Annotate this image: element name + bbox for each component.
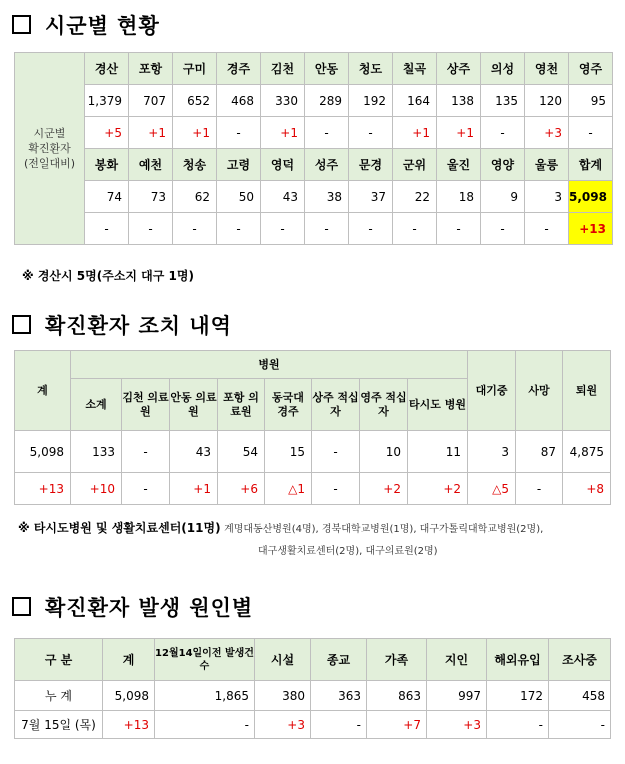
- cause-value: +3: [427, 711, 487, 739]
- city-change: -: [305, 117, 349, 149]
- city-change: +1: [173, 117, 217, 149]
- measure-change: -: [312, 473, 360, 505]
- city-total: 18: [437, 181, 481, 213]
- city-header: 성주: [305, 149, 349, 181]
- cause-value: -: [311, 711, 367, 739]
- city-total: 38: [305, 181, 349, 213]
- city-total: 5,098: [569, 181, 613, 213]
- cause-value: -: [155, 711, 255, 739]
- cause-header: 계: [103, 639, 155, 681]
- city-total: 3: [525, 181, 569, 213]
- header-waiting: 대기중: [468, 351, 516, 431]
- city-header: 문경: [349, 149, 393, 181]
- cause-header: 12월14일이전 발생건수: [155, 639, 255, 681]
- cause-header: 시설: [255, 639, 311, 681]
- measures-table: [14, 350, 611, 505]
- city-change: -: [217, 213, 261, 245]
- measure-change: △1: [265, 473, 312, 505]
- city-header: 군위: [393, 149, 437, 181]
- city-change: +1: [261, 117, 305, 149]
- city-change: -: [569, 117, 613, 149]
- cause-row-label: 7월 15일 (목): [15, 711, 103, 739]
- hospital-col-header: 상주 적십자: [312, 379, 360, 431]
- city-change: +1: [393, 117, 437, 149]
- hospital-col-header: 동국대 경주: [265, 379, 312, 431]
- city-change: +5: [85, 117, 129, 149]
- measure-total: 54: [218, 431, 265, 473]
- city-change: -: [437, 213, 481, 245]
- city-total: 468: [217, 85, 261, 117]
- city-header: 경주: [217, 53, 261, 85]
- city-change: -: [85, 213, 129, 245]
- city-change: -: [349, 117, 393, 149]
- city-header: 예천: [129, 149, 173, 181]
- measure-total: -: [312, 431, 360, 473]
- city-total: 74: [85, 181, 129, 213]
- measure-total: 10: [360, 431, 408, 473]
- city-total: 192: [349, 85, 393, 117]
- cause-value: +13: [103, 711, 155, 739]
- cause-value: -: [487, 711, 549, 739]
- city-total: 50: [217, 181, 261, 213]
- city-header: 울릉: [525, 149, 569, 181]
- hospital-col-header: 안동 의료원: [170, 379, 218, 431]
- city-header: 영주: [569, 53, 613, 85]
- hospital-col-header: 타시도 병원: [408, 379, 468, 431]
- checkbox-square-icon: [12, 597, 31, 616]
- header-death: 사망: [516, 351, 563, 431]
- city-total: 73: [129, 181, 173, 213]
- city-total: 707: [129, 85, 173, 117]
- checkbox-square-icon: [12, 315, 31, 334]
- city-header: 상주: [437, 53, 481, 85]
- city-total: 330: [261, 85, 305, 117]
- measure-change: +8: [563, 473, 611, 505]
- cause-header: 조사중: [549, 639, 611, 681]
- measure-total: 87: [516, 431, 563, 473]
- header-total: 계: [15, 351, 71, 431]
- measure-change: -: [122, 473, 170, 505]
- city-total: 652: [173, 85, 217, 117]
- city-header: 울진: [437, 149, 481, 181]
- measure-total: -: [122, 431, 170, 473]
- city-change: -: [173, 213, 217, 245]
- section-title-measures: 확진환자 조치 내역: [12, 310, 232, 340]
- city-header: 합계: [569, 149, 613, 181]
- side-label-line: 시군별: [33, 127, 66, 140]
- measure-total: 3: [468, 431, 516, 473]
- city-change: -: [261, 213, 305, 245]
- cause-value: +3: [255, 711, 311, 739]
- city-change: +1: [129, 117, 173, 149]
- hospital-col-header: 김천 의료원: [122, 379, 170, 431]
- cause-header: 지인: [427, 639, 487, 681]
- measure-total: 11: [408, 431, 468, 473]
- city-change: -: [129, 213, 173, 245]
- cause-value: 997: [427, 681, 487, 711]
- measure-total: 15: [265, 431, 312, 473]
- section-title-by-city: 시군별 현황: [12, 10, 160, 40]
- city-total: 37: [349, 181, 393, 213]
- cause-value: 458: [549, 681, 611, 711]
- measure-total: 43: [170, 431, 218, 473]
- city-header: 칠곡: [393, 53, 437, 85]
- side-label-line: (전일대비): [23, 157, 76, 170]
- city-change: -: [349, 213, 393, 245]
- checkbox-square-icon: [12, 15, 31, 34]
- city-change: -: [217, 117, 261, 149]
- city-change: -: [481, 213, 525, 245]
- city-total: 120: [525, 85, 569, 117]
- city-total: 164: [393, 85, 437, 117]
- other-hospital-note-line2: 대구생활치료센터(2명), 대구의료원(2명): [258, 546, 438, 557]
- hospital-col-header: 영주 적십자: [360, 379, 408, 431]
- city-header: 영양: [481, 149, 525, 181]
- city-total: 9: [481, 181, 525, 213]
- city-header: 의성: [481, 53, 525, 85]
- city-header: 경산: [85, 53, 129, 85]
- measure-change: +1: [170, 473, 218, 505]
- city-header: 봉화: [85, 149, 129, 181]
- hospital-col-header: 소계: [71, 379, 122, 431]
- city-total: 135: [481, 85, 525, 117]
- header-hospital: 병원: [71, 351, 468, 379]
- city-total: 22: [393, 181, 437, 213]
- city-change: -: [525, 213, 569, 245]
- measure-change: -: [516, 473, 563, 505]
- measure-total: 5,098: [15, 431, 71, 473]
- cause-value: 5,098: [103, 681, 155, 711]
- cause-header: 가족: [367, 639, 427, 681]
- measure-total: 4,875: [563, 431, 611, 473]
- city-header: 청송: [173, 149, 217, 181]
- cause-row-label: 누 계: [15, 681, 103, 711]
- city-change: -: [393, 213, 437, 245]
- city-header: 김천: [261, 53, 305, 85]
- gyeongsan-note: ※ 경산시 5명(주소지 대구 1명): [22, 269, 194, 283]
- city-total: 138: [437, 85, 481, 117]
- measure-change: +2: [408, 473, 468, 505]
- measure-change: +2: [360, 473, 408, 505]
- measure-change: +6: [218, 473, 265, 505]
- cause-value: 380: [255, 681, 311, 711]
- city-change: -: [305, 213, 349, 245]
- city-change: +1: [437, 117, 481, 149]
- cause-header: 종교: [311, 639, 367, 681]
- city-header: 영덕: [261, 149, 305, 181]
- city-header: 구미: [173, 53, 217, 85]
- cause-table: [14, 638, 611, 739]
- measure-change: +13: [15, 473, 71, 505]
- city-total: 289: [305, 85, 349, 117]
- city-change: +13: [569, 213, 613, 245]
- city-total: 62: [173, 181, 217, 213]
- measure-change: +10: [71, 473, 122, 505]
- cause-header: 해외유입: [487, 639, 549, 681]
- city-total: 1,379: [85, 85, 129, 117]
- city-header: 안동: [305, 53, 349, 85]
- city-header: 청도: [349, 53, 393, 85]
- city-total: 95: [569, 85, 613, 117]
- cause-value: 1,865: [155, 681, 255, 711]
- hospital-col-header: 포항 의료원: [218, 379, 265, 431]
- city-total: 43: [261, 181, 305, 213]
- city-status-table: [14, 52, 613, 245]
- other-hospital-note: ※ 타시도병원 및 생활치료센터(11명) 계명대동산병원(4명), 경북대학교병원(1명), 대구가톨릭대학교병원(2명),: [18, 521, 544, 535]
- cause-value: 363: [311, 681, 367, 711]
- measure-total: 133: [71, 431, 122, 473]
- cause-header: 구 분: [15, 639, 103, 681]
- side-label-line: 확진환자: [28, 142, 71, 155]
- cause-value: -: [549, 711, 611, 739]
- cause-value: 172: [487, 681, 549, 711]
- side-label: [15, 53, 85, 245]
- city-header: 영천: [525, 53, 569, 85]
- measure-change: △5: [468, 473, 516, 505]
- section-title-cause: 확진환자 발생 원인별: [12, 592, 253, 622]
- city-header: 포항: [129, 53, 173, 85]
- cause-value: 863: [367, 681, 427, 711]
- city-change: +3: [525, 117, 569, 149]
- city-change: -: [481, 117, 525, 149]
- city-header: 고령: [217, 149, 261, 181]
- header-discharged: 퇴원: [563, 351, 611, 431]
- cause-value: +7: [367, 711, 427, 739]
